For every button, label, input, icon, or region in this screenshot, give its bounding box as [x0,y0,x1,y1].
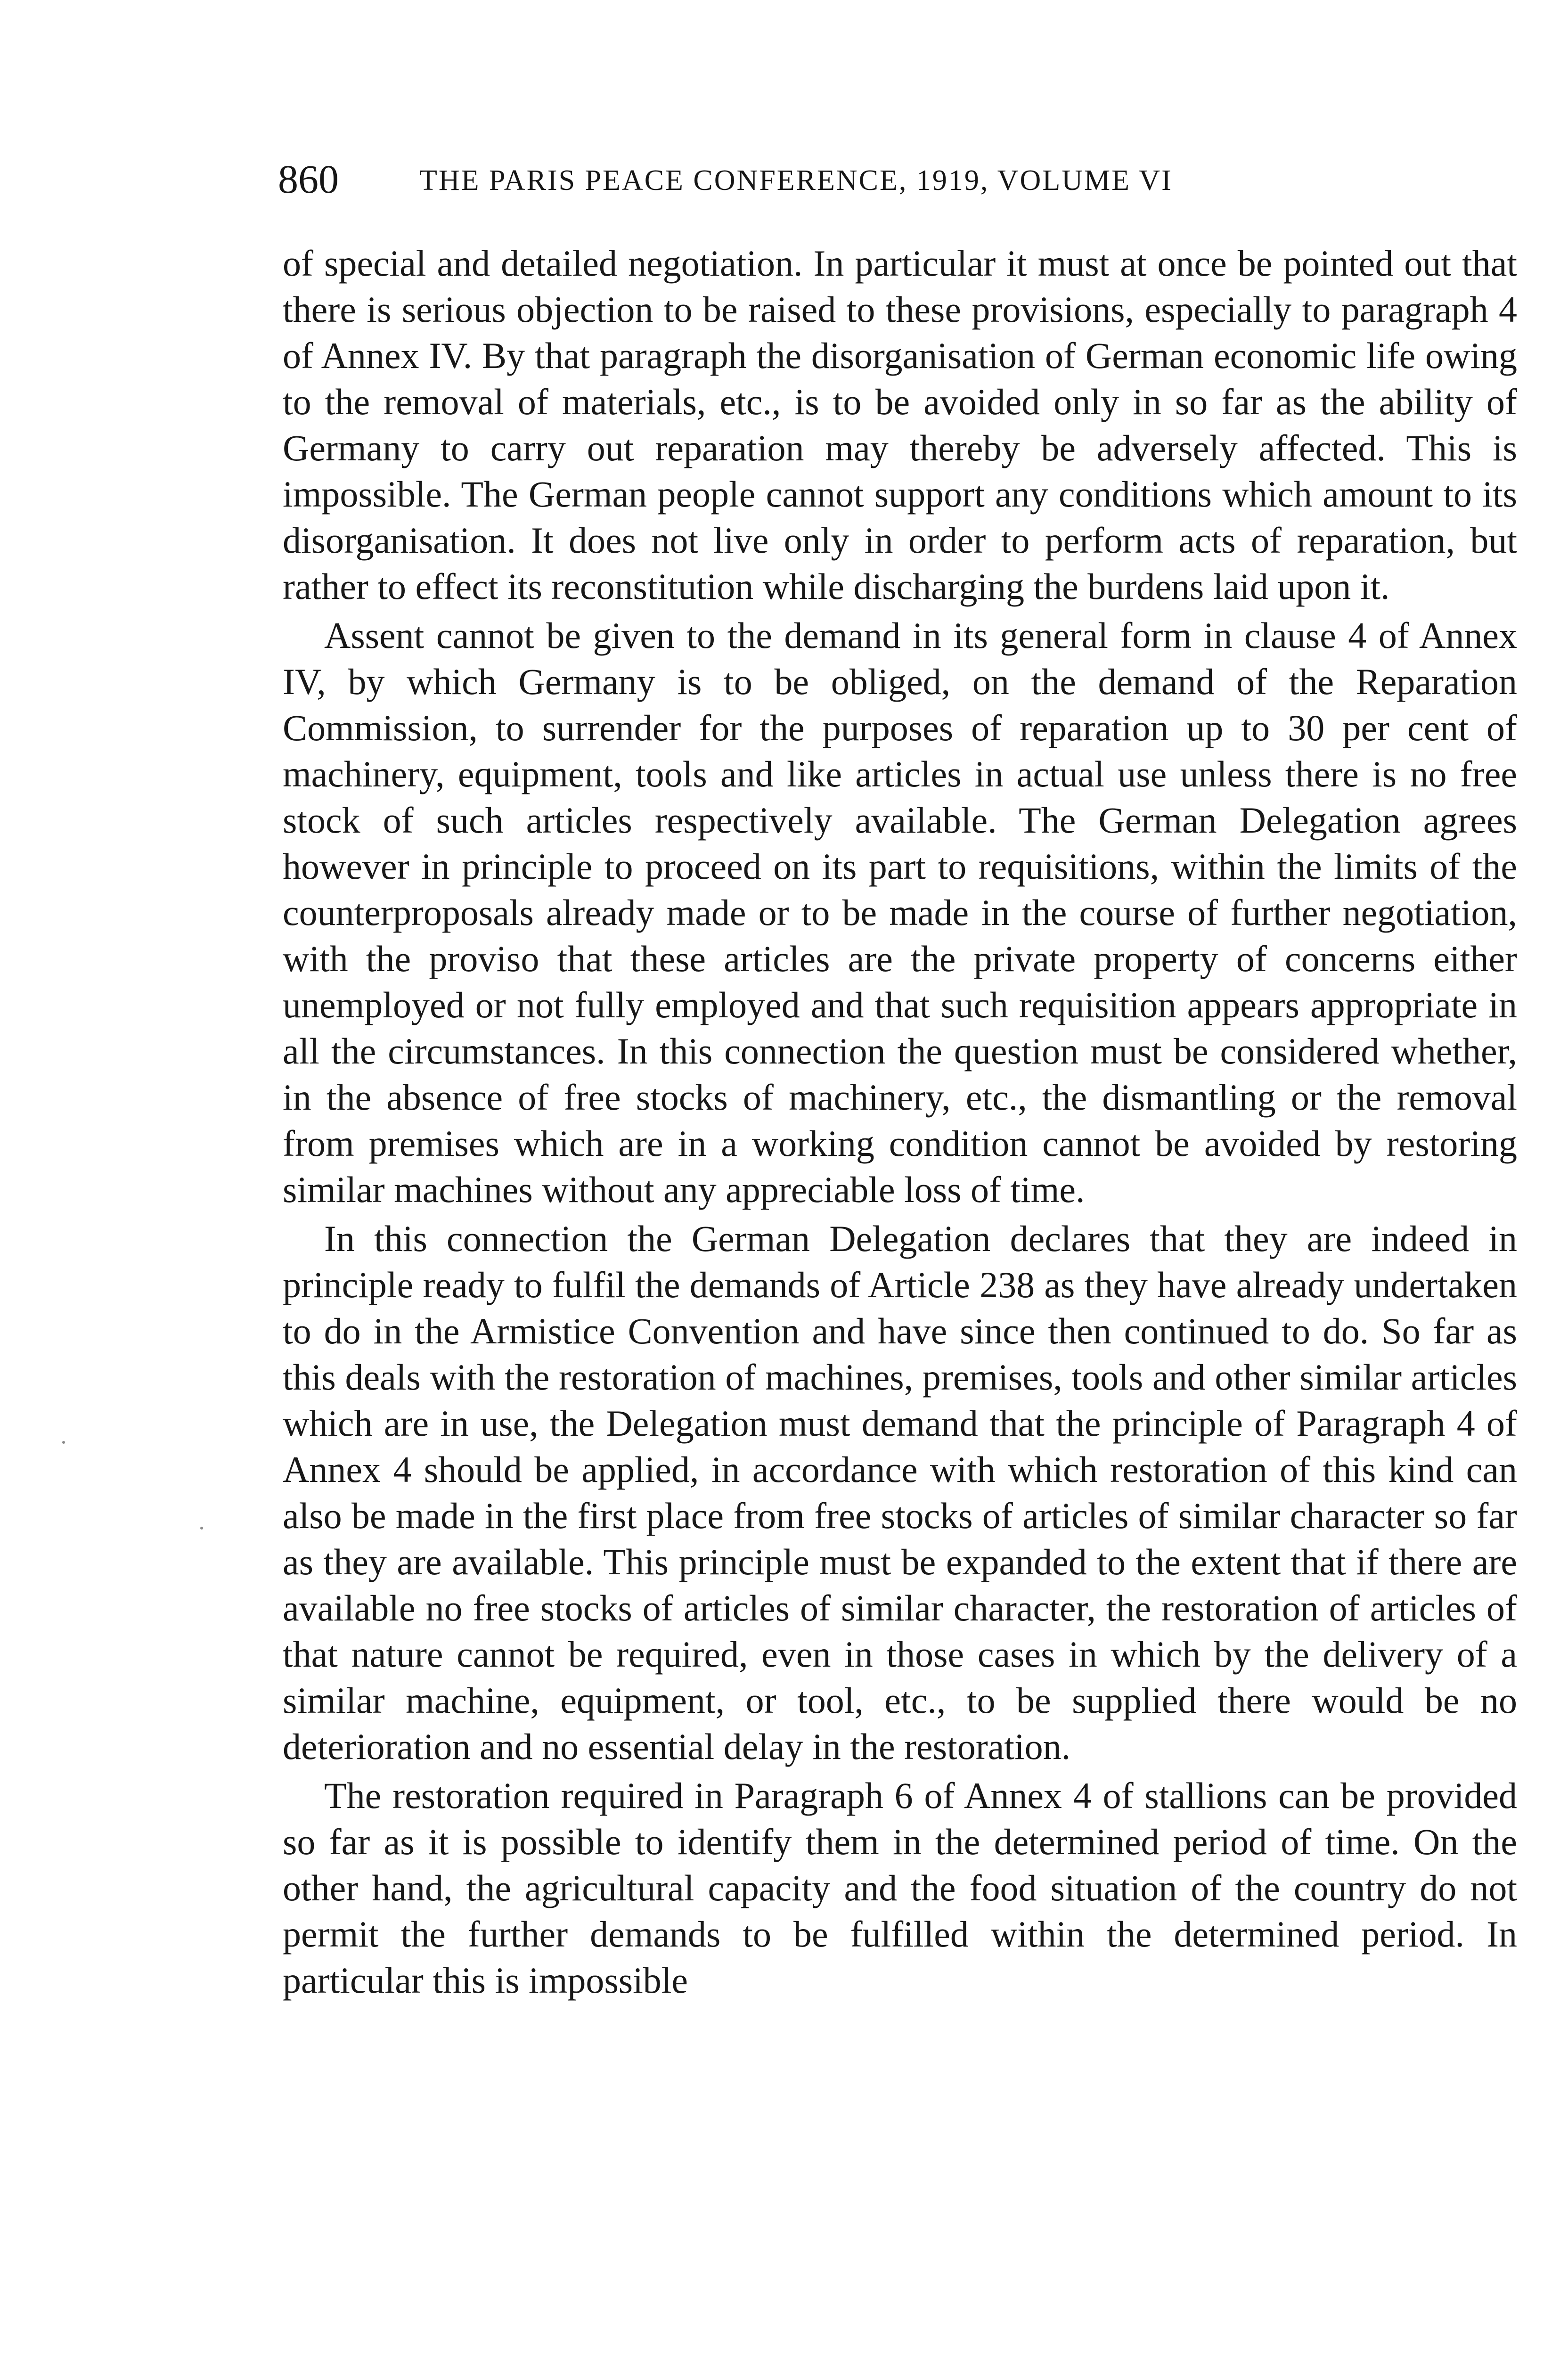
paragraph-4: The restoration required in Paragraph 6 of Annex 4 of stallions can be provided so far as it is possible to identify them in the determined period of time. On the other hand, the agricultural capacity and the food situation of the country do not permit the further demands to be fulfilled within the determined period. In particular this is impossible [283,1775,1517,2001]
paragraph-2: Assent cannot be given to the demand in its general form in clause 4 of Annex IV, by which Germany is to be obliged, on the demand of the Reparation Commission, to surrender for the purposes of reparation up to 30 per cent of machinery, equipment, tools and like articles in actual use unless there is no free stock of such articles respectively available. The German Delegation agrees however in principle to proceed on its part to requisitions, within the limits of the counterproposals already made or to be made in the course of further negotiation, with the proviso that these articles are the private property of concerns either unemployed or not fully employed and that such requisition appears appropriate in all the circumstances. In this connection the question must be considered whether, in the absence of free stocks of machinery, etc., the dismantling or the removal from premises which are in a working condition cannot be avoided by restoring similar machines without any appreciable loss of time. [283,615,1517,1210]
scan-speck [200,1527,203,1530]
running-title: THE PARIS PEACE CONFERENCE, 1919, VOLUME VI [419,164,1173,196]
running-head [278,153,1522,214]
page-number: 860 [278,156,339,202]
scan-speck [62,1441,65,1444]
body-text [283,240,1517,2006]
paragraph-3: In this connection the German Delegation declares that they are indeed in principle ready to fulfil the demands of Article 238 as they have already undertaken to do in the Armistice Convention and have since then continued to do. So far as this deals with the restoration of machines, premises, tools and other similar articles which are in use, the Delegation must demand that the principle of Paragraph 4 of Annex 4 should be applied, in accordance with which restoration of this kind can also be made in the first place from free stocks of articles of similar character so far as they are available. This principle must be expanded to the extent that if there are available no free stocks of articles of similar character, the restoration of articles of that nature cannot be required, even in those cases in which by the delivery of a similar machine, equipment, or tool, etc., to be supplied there would be no deterioration and no essential delay in the restoration. [283,1218,1517,1767]
paragraph-1: of special and detailed negotiation. In particular it must at once be pointed out that there is serious objection to be raised to these provisions, especially to paragraph 4 of Annex IV. By that paragraph the disorganisation of German economic life owing to the removal of materials, etc., is to be avoided only in so far as the ability of Germany to carry out reparation may thereby be adversely affected. This is impossible. The German people cannot support any conditions which amount to its disorganisation. It does not live only in order to perform acts of reparation, but rather to effect its reconstitution while discharging the burdens laid upon it. [283,243,1517,607]
